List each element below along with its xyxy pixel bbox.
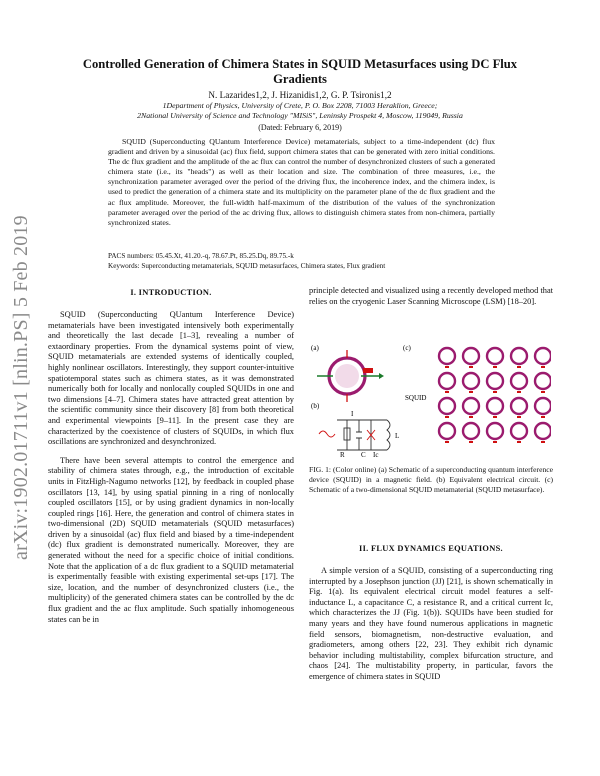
array-squid (463, 348, 479, 364)
left-column (48, 310, 294, 625)
affiliation-1: 1Department of Physics, University of Crete, P. O. Box 2208, 71003 Heraklion, Greece; (162, 101, 438, 110)
array-junction (469, 441, 473, 443)
array-junction (445, 366, 449, 368)
field-arrowhead (379, 373, 384, 379)
array-junction (469, 366, 473, 368)
circuit-rails (337, 420, 387, 450)
ac-source-wave (319, 431, 335, 437)
dated-line: (Dated: February 6, 2019) (258, 123, 342, 132)
array-squid (439, 373, 455, 389)
array-junction (445, 391, 449, 393)
array-squid (535, 373, 551, 389)
pacs-numbers: PACS numbers: 05.45.Xt, 41.20.-q, 78.67.Pt, 85.25.Dq, 89.75.-k (108, 252, 294, 260)
circuit-label-ic: Ic (373, 451, 379, 459)
array-junction (445, 416, 449, 418)
right-column-bottom (309, 566, 553, 683)
circuit-label-l: L (395, 432, 400, 440)
array-junction (493, 366, 497, 368)
array-junction (517, 441, 521, 443)
panel-c-label: (c) (403, 344, 411, 352)
inductor-symbol (387, 420, 390, 450)
array-squid (439, 423, 455, 439)
array-junction (493, 391, 497, 393)
pacs-block (108, 252, 385, 271)
array-junction (541, 391, 545, 393)
squid-ring-diagram (317, 350, 384, 402)
arxiv-stamp: arXiv:1902.01711v1 [nlin.PS] 5 Feb 2019 (10, 215, 32, 560)
section-2-paragraph: A simple version of a SQUID, consisting of a superconducting ring interrupted by a Josephson junction (JJ) [21], is shown schematically in Fig. 1(a). Its equivalent electrical circuit model features a self-inductance L, a capacitance C, a resistance R, and a critical current Ic, which characterizes the JJ (Fig. 1(b)). SQUIDs have been studied for many years and they have found numerous applications in magnetic field sensors, biomagnetism, non-destructive evaluation, and gradiometers, among others [22, 23]. They exhibit rich dynamic behavior including multistability, complex bifurcation structure, and chaos [24]. The multistability property, in particular, favors the emergence of chimera states in SQUID (309, 566, 553, 681)
array-junction (541, 366, 545, 368)
panel-b-label: (b) (311, 402, 320, 410)
panel-a-label: (a) (311, 344, 319, 352)
array-junction (469, 416, 473, 418)
intro-paragraph-2: There have been several attempts to control the emergence and stability of chimera states through, e.g., the introduction of excitable units in FitzHigh-Nagumo networks [12], by feedback in coupled phase oscillators [13, 14], by using spatial pinning in a ring of nonlocally coupled oscillators [15], or by using gradient dynamics in non-locally coupled rings [16]. Here, the generation and control of chimera states in two-dimensional (2D) SQUID metamaterials (SQUID metasurfaces) driven by a sinusoidal (ac) flux field and biased by a time-independent (dc) flux gradient is demonstrated numerically. Moreover, they are generated without the need for a specific choice of initial conditions. Note that the application of a dc flux gradient to a SQUID metamaterial is experimentally feasible with existing experimental set-ups [17]. The size, location, and the number of desynchronized clusters (i.e., the multiplicity) of the generated chimera states can be controlled by the dc flux gradient and the ac flux amplitude. Such spatially inhomogeneous states can be in (48, 455, 294, 624)
array-junction (469, 391, 473, 393)
array-squid (535, 348, 551, 364)
array-junction (493, 416, 497, 418)
circuit-label-c: C (361, 451, 366, 459)
array-squid (511, 373, 527, 389)
array-squid (463, 373, 479, 389)
array-squid (511, 348, 527, 364)
junction-mark (363, 368, 373, 373)
array-squid (439, 348, 455, 364)
array-squid (487, 423, 503, 439)
array-squid (463, 423, 479, 439)
circuit-branches (347, 420, 371, 450)
array-squid (487, 348, 503, 364)
affiliations (60, 101, 540, 121)
section-1-heading: I. INTRODUCTION. (130, 288, 212, 297)
section-2-heading: II. FLUX DYNAMICS EQUATIONS. (359, 544, 503, 553)
array-squid (535, 423, 551, 439)
paper-title: Controlled Generation of Chimera States in SQUID Metasurfaces using DC Flux Gradients (82, 57, 518, 86)
abstract: SQUID (Superconducting QUantum Interference Device) metamaterials, subject to a time-independent (dc) flux gradient and driven by a sinusoidal (ac) flux field, support chimera states that can be generated with zero initial conditions. The dc flux gradient and the amplitude of the ac flux can control the number of desynchronized clusters of such a generated chimera state (i.e., its "heads") as well as their location and size. The combination of three measures, i.e., the synchronization parameter averaged over the period of the driving flux, the incoherence index, and the chimera index, is used to predict the generation of a chimera state and its multiplicity on the parameter plane of the dc flux gradient and the ac flux amplitude. Moreover, the full-width half-maximum of the distribution of the values of the synchronization parameter averaged over the period of the ac driving flux, allows to distinguish chimera states from non-chimera, partially synchronized states. (108, 137, 495, 227)
intro-paragraph-1: SQUID (Superconducting QUantum Interference Device) metamaterials have been investigated intensively both experimentally and theoretically the last decade [1–3], revealing a number of extaordinary properties. From the dynamical systems point of view, SQUID metamaterials are extended systems of identically coupled, highly nonlinear oscillators. Interestingly, they support counter-intuitive spatiotemporal states such as chimera states, as it was demonstrated numerically both for locally and nonlocally coupled SQUIDs in one and two dimensions [4–7]. Chimera states have attracted great attention by the scientific community since their discovery [8] from both theoretical and experimental viewpoints [9–11]. In the present case they are characterized by the coexistence of clusters of SQUIDs, in which flux oscillations are synchronized and desynchronized. (48, 310, 294, 447)
equivalent-circuit (319, 420, 390, 450)
squid-array (439, 348, 551, 443)
figure-1 (307, 340, 551, 460)
array-label: SQUID (405, 394, 427, 402)
keywords: Keywords: Superconducting metamaterials, SQUID metasurfaces, Chimera states, Flux gradient (108, 261, 386, 270)
array-junction (541, 416, 545, 418)
figure-1-caption: FIG. 1: (Color online) (a) Schematic of a superconducting quantum interference device (SQUID) in a magnetic field. (b) Equivalent electrical circuit. (c) Schematic of a two-dimensional SQUID metamaterial (SQUID metasurface). (309, 465, 553, 494)
array-squid (535, 398, 551, 414)
circuit-label-i: I (351, 410, 354, 418)
circuit-label-r: R (340, 451, 345, 459)
array-junction (493, 441, 497, 443)
array-junction (517, 416, 521, 418)
array-squid (487, 398, 503, 414)
array-junction (541, 441, 545, 443)
array-squid (439, 398, 455, 414)
right-column-top (309, 286, 553, 307)
array-junction (517, 391, 521, 393)
array-squid (511, 398, 527, 414)
author-list: N. Lazarides1,2, J. Hizanidis1,2, G. P. Tsironis1,2 (208, 90, 392, 100)
intro-continuation: principle detected and visualized using a recently developed method that relies on the cryogenic Laser Scanning Microscope (LSM) [18–20]. (309, 286, 553, 306)
array-junction (445, 441, 449, 443)
array-squid (487, 373, 503, 389)
array-squid (463, 398, 479, 414)
capacitor-symbol (356, 432, 362, 438)
array-junction (517, 366, 521, 368)
affiliation-2: 2National University of Science and Technology "MISiS", Leninsky Prospekt 4, Moscow, 119049, Russia (137, 111, 463, 120)
array-squid (511, 423, 527, 439)
ring-interior (335, 364, 359, 388)
